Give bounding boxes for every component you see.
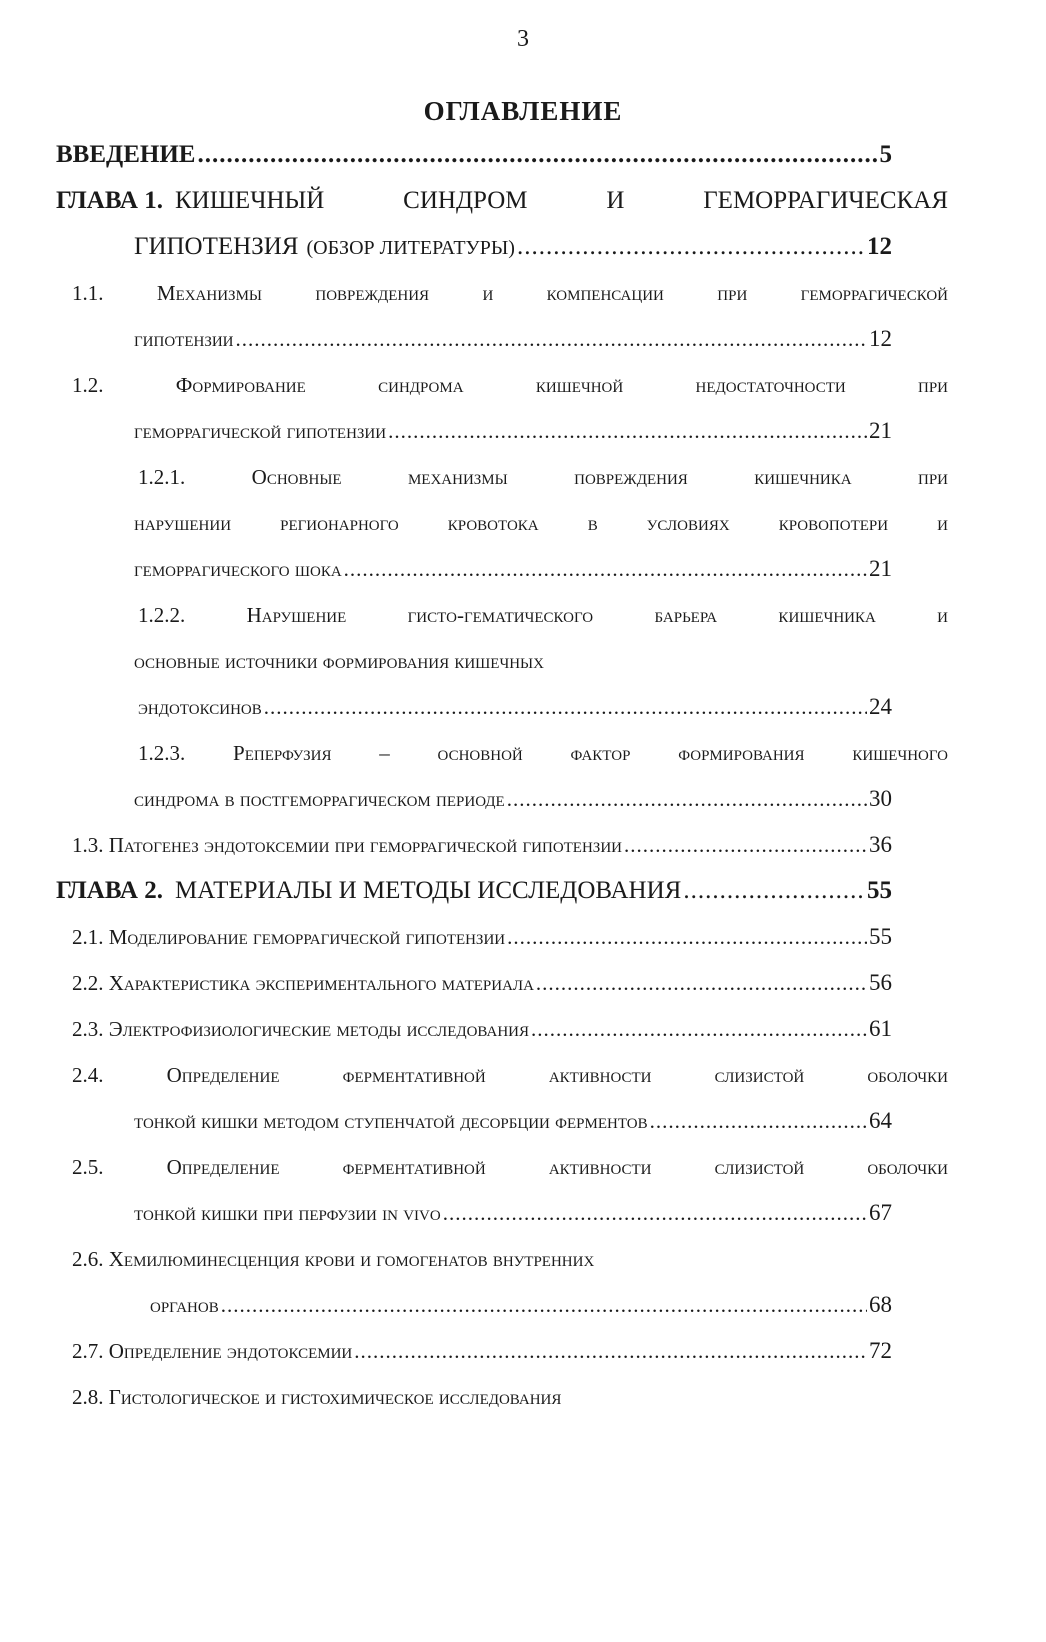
toc-entry-chapter-1[interactable]: ГЛАВА 1. КИШЕЧНЫЙ СИНДРОМ И ГЕМОРРАГИЧЕСКАЯ	[56, 187, 948, 214]
toc-entry-1-1[interactable]: 1.1. Механизмы повреждения и компенсации при геморрагической	[72, 281, 948, 305]
page-ref: 55	[867, 877, 892, 904]
page-ref: 5	[879, 141, 892, 168]
toc-entry-introduction[interactable]: ВВЕДЕНИЕ ..... 5	[56, 140, 892, 170]
toc-entry-1-3[interactable]: 1.3. Патогенез эндотоксемии при геморрагической гипотензии ..... 36	[72, 830, 892, 860]
toc-entry-chapter-2[interactable]: ГЛАВА 2. МАТЕРИАЛЫ И МЕТОДЫ ИССЛЕДОВАНИЯ ..... 55	[56, 876, 892, 906]
toc-entry-1-2-1-cont[interactable]: нарушении регионарного кровотока в условиях кровопотери и	[134, 511, 948, 535]
page-ref: 61	[869, 1016, 892, 1041]
toc-entry-1-1-cont[interactable]: гипотензии ..... 12	[134, 324, 892, 354]
page-ref: 36	[869, 832, 892, 857]
page-ref: 21	[869, 418, 892, 443]
toc-entry-2-8[interactable]: 2.8. Гистологическое и гистохимическое исследования	[72, 1385, 562, 1409]
page-ref: 12	[867, 233, 892, 260]
toc-entry-1-2-2-cont2[interactable]: эндотоксинов ..... 24	[138, 692, 892, 722]
page-ref: 12	[869, 326, 892, 351]
page-ref: 55	[869, 924, 892, 949]
toc-entry-2-4[interactable]: 2.4. Определение ферментативной активности слизистой оболочки	[72, 1063, 948, 1087]
toc-entry-1-2-3[interactable]: 1.2.3. Реперфузия – основной фактор формирования кишечного	[138, 741, 948, 765]
page-ref: 30	[869, 786, 892, 811]
toc-entry-2-1[interactable]: 2.1. Моделирование геморрагической гипотензии ..... 55	[72, 922, 892, 952]
toc-entry-1-2-1-cont2[interactable]: геморрагического шока ..... 21	[134, 554, 892, 584]
toc-entry-1-2-1[interactable]: 1.2.1. Основные механизмы повреждения кишечника при	[138, 465, 948, 489]
page-number: 3	[517, 26, 529, 52]
toc-entry-chapter-1-cont[interactable]: ГИПОТЕНЗИЯ (ОБЗОР ЛИТЕРАТУРЫ) ..... 12	[134, 232, 892, 262]
toc-entry-2-6[interactable]: 2.6. Хемилюминесценция крови и гомогенатов внутренних	[72, 1247, 595, 1271]
toc-entry-2-6-cont[interactable]: органов ..... 68	[150, 1290, 892, 1320]
toc-entry-1-2-3-cont[interactable]: синдрома в постгеморрагическом периоде ..... 30	[134, 784, 892, 814]
toc-entry-2-3[interactable]: 2.3. Электрофизиологические методы исследования ..... 61	[72, 1014, 892, 1044]
toc-entry-2-5-cont[interactable]: тонкой кишки при перфузии in vivo ..... 67	[134, 1198, 892, 1228]
toc-entry-1-2[interactable]: 1.2. Формирование синдрома кишечной недостаточности при	[72, 373, 948, 397]
page-ref: 24	[869, 694, 892, 719]
toc-entry-2-4-cont[interactable]: тонкой кишки методом ступенчатой десорбции ферментов ..... 64	[134, 1106, 892, 1136]
page-ref: 67	[869, 1200, 892, 1225]
page-ref: 68	[869, 1292, 892, 1317]
toc-entry-1-2-cont[interactable]: геморрагической гипотензии ..... 21	[134, 416, 892, 446]
toc-entry-2-7[interactable]: 2.7. Определение эндотоксемии ..... 72	[72, 1336, 892, 1366]
page-ref: 64	[869, 1108, 892, 1133]
toc-entry-2-2[interactable]: 2.2. Характеристика экспериментального материала ..... 56	[72, 968, 892, 998]
toc-entry-2-5[interactable]: 2.5. Определение ферментативной активности слизистой оболочки	[72, 1155, 948, 1179]
toc-entry-1-2-2-cont[interactable]: основные источники формирования кишечных	[134, 649, 544, 673]
page-ref: 72	[869, 1338, 892, 1363]
page-ref: 56	[869, 970, 892, 995]
toc-entry-1-2-2[interactable]: 1.2.2. Нарушение гисто-гематического барьера кишечника и	[138, 603, 948, 627]
page-ref: 21	[869, 556, 892, 581]
toc-title: ОГЛАВЛЕНИЕ	[423, 96, 623, 126]
